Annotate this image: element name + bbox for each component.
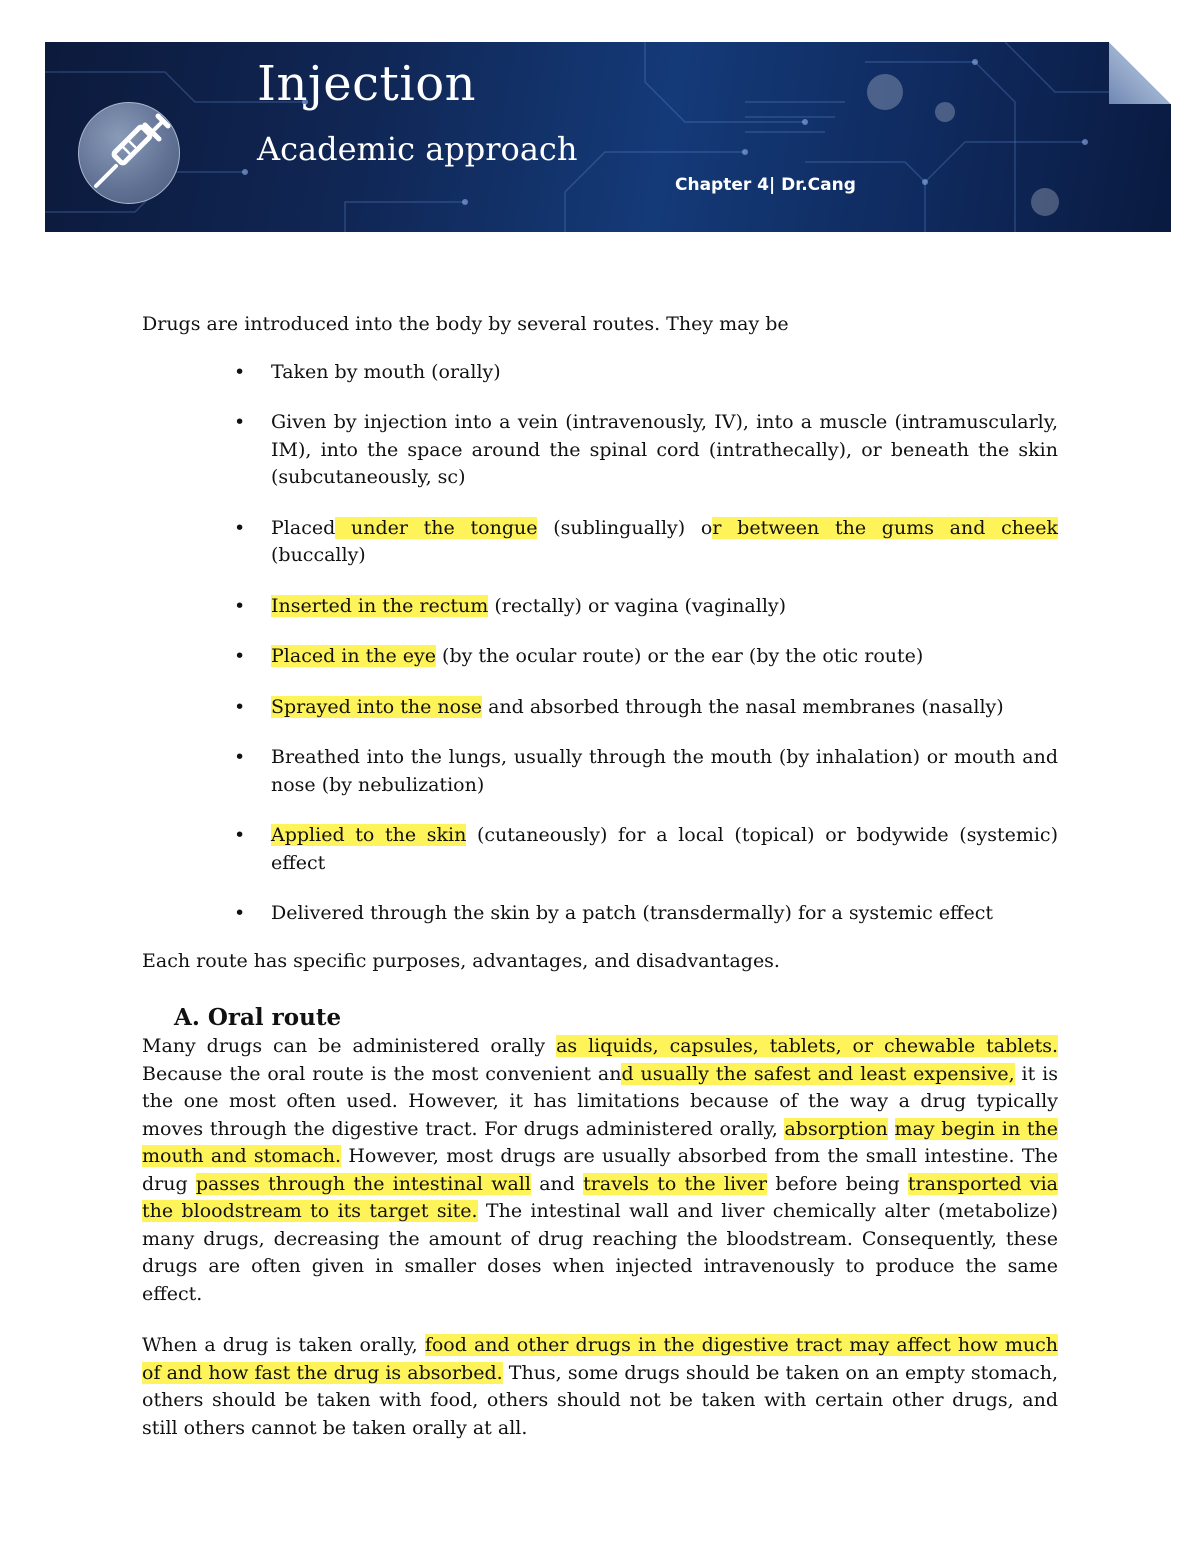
routes-list (142, 359, 1058, 928)
header-banner (45, 42, 1171, 232)
highlighted-text: Sprayed into the nose (271, 695, 483, 718)
route-list-item: • Given by injection into a vein (intravenously, IV), into a muscle (intramuscularly, IM), into the space around the spinal cord (intrathecally), or beneath the skin (subcutaneously, sc) (142, 409, 1058, 492)
body-paragraph: When a drug is taken orally, food and other drugs in the digestive tract may affect how much of and how fast the drug is absorbed. Thus, some drugs should be taken on an empty stomach, others should be taken with food, others should not be taken with certain other drugs, and still others cannot be taken orally at all. (142, 1334, 1059, 1439)
page-subtitle: Academic approach (257, 130, 578, 168)
route-list-item: • Delivered through the skin by a patch (transdermally) for a systemic effect (142, 900, 1058, 928)
highlighted-text: food and other drugs in the digestive tract may affect how much of and how fast the drug is absorbed. (142, 1334, 1058, 1384)
route-list-item: • Placed in the eye (by the ocular route) or the ear (by the otic route) (142, 643, 1058, 671)
route-list-item: • Taken by mouth (orally) (142, 359, 1058, 387)
highlighted-text: d usually the safest and least expensive, (621, 1062, 1015, 1085)
route-list-item: • Applied to the skin (cutaneously) for a local (topical) or bodywide (systemic) effect (142, 822, 1058, 877)
section-body (142, 1033, 1058, 1442)
highlighted-text: Placed in the eye (271, 645, 437, 667)
highlighted-text: travels to the liver (583, 1172, 768, 1195)
document-body (142, 311, 1058, 1466)
chapter-author-label: Chapter 4| Dr.Cang (675, 175, 856, 195)
highlighted-text: r between the gums and cheek (712, 516, 1059, 539)
circuit-background (45, 42, 1171, 232)
highlighted-text: passes through the intestinal wall (195, 1172, 531, 1195)
highlighted-text: Inserted in the rectum (271, 594, 489, 617)
body-paragraph: Many drugs can be administered orally as liquids, capsules, tablets, or chewable tablets. Because the oral route is the most convenient and usually the safest and least expensive, it is the one most often used. However, it has limitations because of the way a drug typically moves through the digestive tract. For drugs administered orally, absorption may begin in the mouth and stomach. However, most drugs are usually absorbed from the small intestine. The drug passes through the intestinal wall and travels to the liver before being transported via the bloodstream to its target site. The intestinal wall and liver chemically alter (metabolize) many drugs, decreasing the amount of drug reaching the bloodstream. Consequently, these drugs are often given in smaller doses when injected intravenously to produce the same effect. (142, 1035, 1059, 1305)
page-title: Injection (257, 56, 476, 112)
closing-text: Each route has specific purposes, advantages, and disadvantages. (142, 949, 780, 972)
route-list-item: • Sprayed into the nose and absorbed through the nasal membranes (nasally) (142, 694, 1058, 722)
highlighted-text: absorption (784, 1117, 888, 1140)
syringe-icon (78, 102, 180, 204)
intro-text: Drugs are introduced into the body by several routes. They may be (142, 313, 789, 335)
route-list-item: • Inserted in the rectum (rectally) or vagina (vaginally) (142, 593, 1058, 621)
route-list-item: • Placed under the tongue (sublingually) or between the gums and cheek (buccally) (142, 515, 1058, 570)
section-heading: A. Oral route (174, 1004, 342, 1031)
banner-page-curl (1109, 42, 1171, 104)
route-list-item: • Breathed into the lungs, usually through the mouth (by inhalation) or mouth and nose (by nebulization) (142, 744, 1058, 799)
highlighted-text: under the tongue (335, 516, 538, 539)
highlighted-text: Applied to the skin (271, 824, 467, 846)
highlighted-text: transported via the bloodstream to its target site. (142, 1172, 1058, 1222)
highlighted-text: as liquids, capsules, tablets, or chewable tablets. (556, 1035, 1058, 1057)
highlighted-text: may begin in the mouth and stomach. (142, 1117, 1059, 1167)
